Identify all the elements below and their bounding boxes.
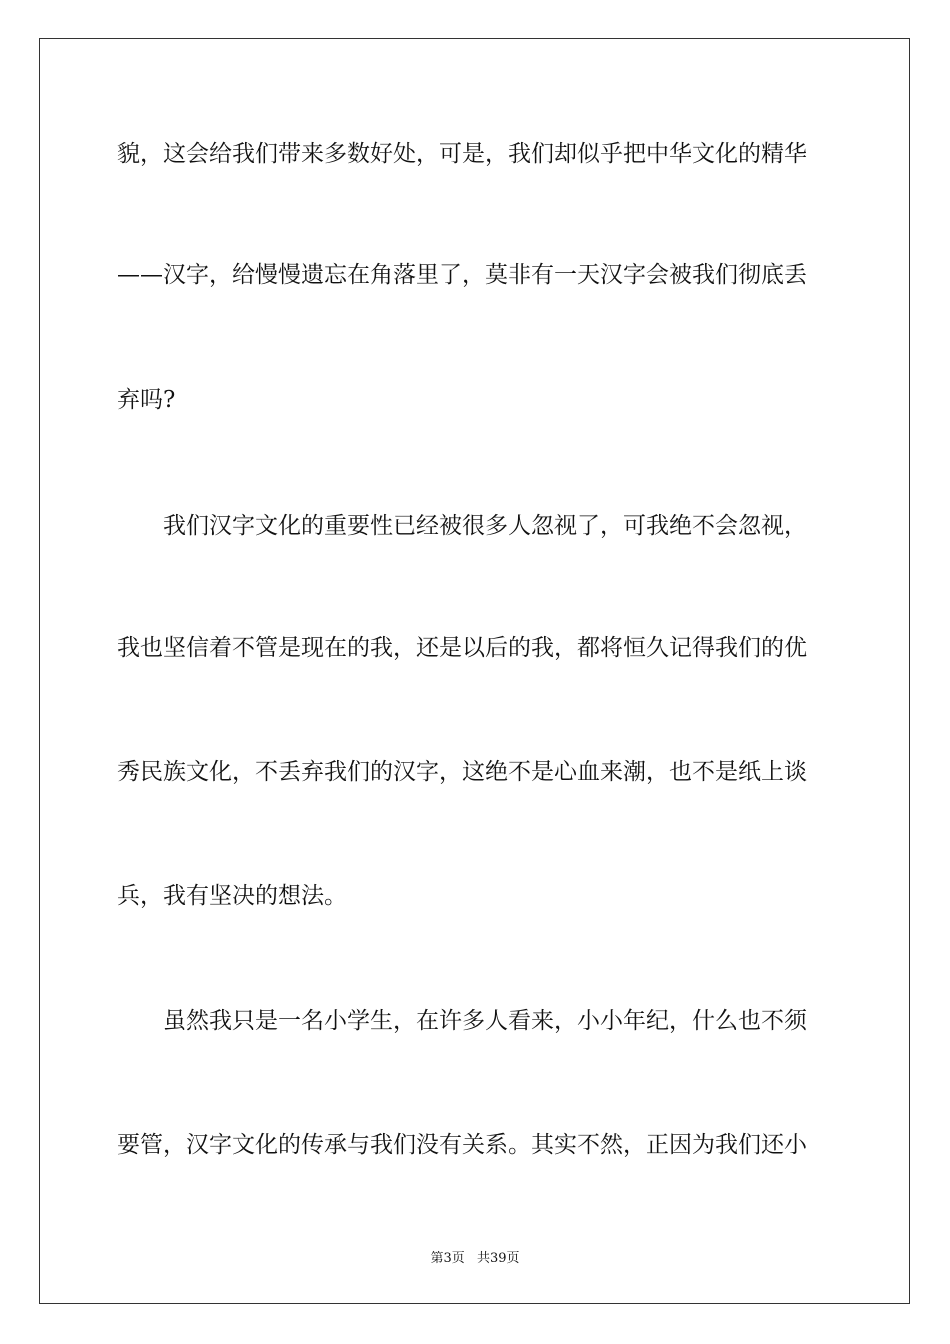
text-line-6: 秀民族文化，不丢弃我们的汉字，这绝不是心血来潮，也不是纸上谈 <box>117 759 807 785</box>
text-line-8: 虽然我只是一名小学生，在许多人看来，小小年纪，什么也不须 <box>117 1008 807 1034</box>
page-footer <box>0 1247 950 1266</box>
page-number: 第3页 <box>430 1251 465 1266</box>
text-line-3: 弃吗? <box>117 387 176 413</box>
text-line-4: 我们汉字文化的重要性已经被很多人忽视了，可我绝不会忽视， <box>117 513 807 539</box>
text-line-9: 要管，汉字文化的传承与我们没有关系。其实不然，正因为我们还小 <box>117 1132 807 1158</box>
total-pages: 共39页 <box>476 1251 520 1266</box>
text-line-2: ——汉字，给慢慢遗忘在角落里了，莫非有一天汉字会被我们彻底丢 <box>117 262 807 288</box>
text-line-7: 兵，我有坚决的想法。 <box>117 883 347 909</box>
document-body <box>117 0 832 1344</box>
text-line-5: 我也坚信着不管是现在的我，还是以后的我，都将恒久记得我们的优 <box>117 635 807 661</box>
text-line-1: 貌，这会给我们带来多数好处，可是，我们却似乎把中华文化的精华 <box>117 141 807 167</box>
